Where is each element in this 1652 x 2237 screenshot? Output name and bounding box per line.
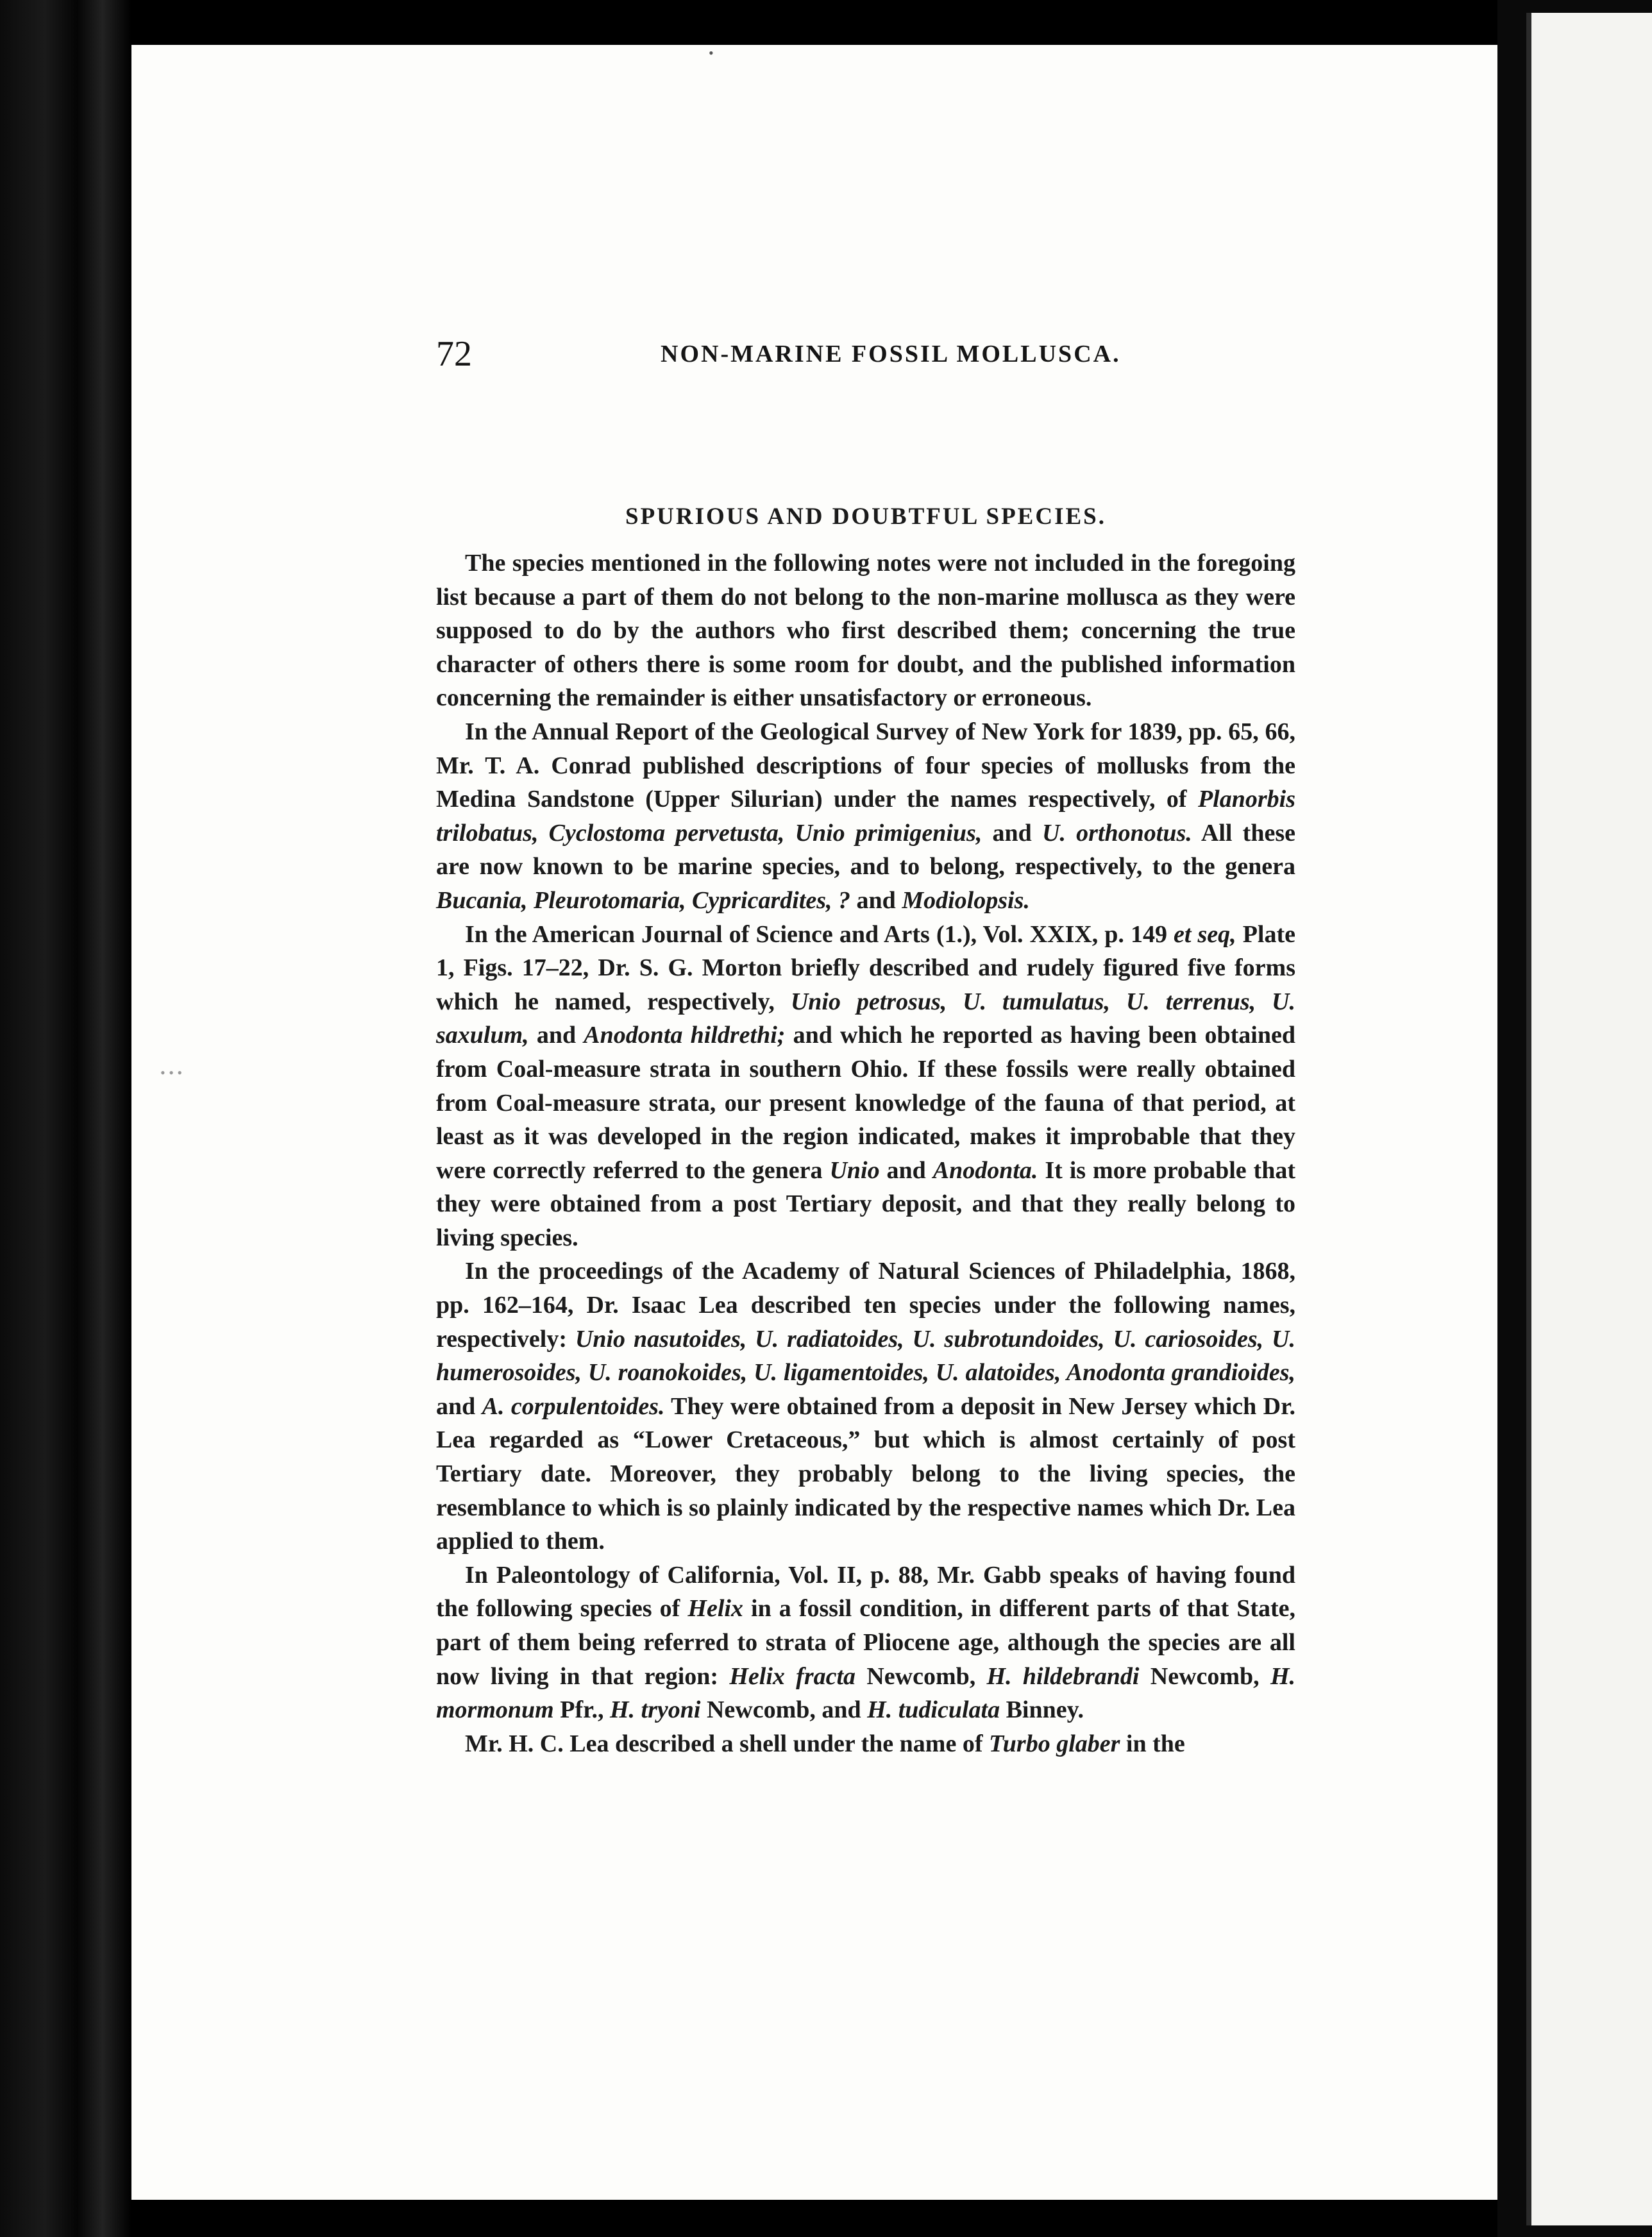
text-run: and — [528, 1022, 584, 1049]
text-run: In the proceedings of the Academy of Natural Sciences of Philadelphia, 1868, pp. 162–164, Dr. Isaac Lea described ten species under the following names, respectively: — [436, 1258, 1295, 1353]
italic-text-run: H. hildebrandi — [986, 1662, 1140, 1690]
italic-text-run: Helix — [687, 1595, 743, 1623]
stray-ink-mark: • — [709, 45, 714, 61]
italic-text-run: Turbo glaber — [988, 1730, 1120, 1757]
italic-text-run: Bucania, Pleurotomaria, Cypricardites, ? — [436, 886, 851, 914]
text-run: and which he reported as having been obtained from Coal-measure strata in southern Ohio. If these fossils were really obtained from Coal-measure strata, our present knowledge of the fauna of that period, at least as it was developed in the region indicated, makes it improbable that they were correctly referred to the genera — [436, 1022, 1295, 1184]
italic-text-run: A. corpulentoides. — [482, 1392, 665, 1420]
page-number: 72 — [436, 334, 472, 374]
italic-text-run: Anodonta hildrethi; — [584, 1022, 786, 1049]
text-run: In the Annual Report of the Geological Survey of New York for 1839, pp. 65, 66, Mr. T. A. Conrad published descriptions of four species of mollusks from the Medina Sandstone (Upper Silurian) under the names respectively, of — [436, 718, 1295, 813]
paragraph-list — [436, 546, 1295, 1760]
italic-text-run: Planorbis trilobatus, Cyclostoma pervetusta, Unio primigenius, — [436, 786, 1295, 847]
text-run: It is more probable that they were obtained from a post Tertiary deposit, and that they really belong to living species. — [436, 1156, 1295, 1251]
italic-text-run: H. mormonum — [436, 1662, 1296, 1724]
body-paragraph — [436, 918, 1295, 1255]
body-paragraph — [436, 546, 1295, 715]
stray-ink-mark: • • • — [160, 1065, 183, 1081]
text-run: in a fossil condition, in different parts of that State, part of them being referred to strata of Pliocene age, although the species are all now living in that region: — [436, 1595, 1295, 1690]
italic-text-run: H. tudiculata — [867, 1696, 1000, 1724]
italic-text-run: U. orthonotus. — [1042, 819, 1192, 847]
text-run: Plate 1, Figs. 17–22, Dr. S. G. Morton briefly described and rudely figured five forms which he named, respectively, — [436, 920, 1296, 1015]
italic-text-run: H. tryoni — [609, 1696, 701, 1724]
italic-text-run: Helix fracta — [729, 1662, 856, 1690]
text-run: In the American Journal of Science and Arts (1.), Vol. XXIX, p. 149 — [465, 920, 1174, 948]
section-heading: SPURIOUS AND DOUBTFUL SPECIES. — [625, 503, 1106, 530]
facing-page-sliver — [1526, 13, 1652, 2225]
running-head — [436, 333, 1334, 378]
scan-left-edge — [0, 0, 131, 2237]
body-paragraph — [436, 1558, 1295, 1727]
text-run: They were obtained from a deposit in New Jersey which Dr. Lea regarded as “Lower Cretaceous,” but which is almost certainly of post Tertiary date. Moreover, they probably belong to the living species, the resemblance to which is so plainly indicated by the respective names which Dr. Lea applied to them. — [436, 1392, 1295, 1555]
text-run: Mr. H. C. Lea described a shell under the name of — [465, 1730, 989, 1757]
text-run: and — [879, 1156, 933, 1184]
text-run: Binney. — [1000, 1696, 1084, 1724]
text-run: The species mentioned in the following notes were not included in the foregoing list because a part of them do not belong to the non-marine mollusca as they were supposed to do by the authors who first described them; concerning the true character of others there is some room for doubt, and the published information concerning the remainder is either unsatisfactory or erroneous. — [436, 550, 1295, 712]
body-paragraph — [436, 715, 1295, 918]
text-run: and — [850, 886, 902, 914]
text-run: Newcomb, — [856, 1662, 987, 1690]
text-run: Newcomb, — [1139, 1662, 1270, 1690]
italic-text-run: Modiolopsis. — [902, 886, 1030, 914]
body-paragraph — [436, 1254, 1295, 1558]
italic-text-run: Unio — [829, 1156, 880, 1184]
text-run: Newcomb, and — [700, 1696, 868, 1724]
running-title: NON-MARINE FOSSIL MOLLUSCA. — [661, 341, 1121, 367]
text-run: in the — [1120, 1730, 1185, 1757]
text-run: and — [436, 1392, 482, 1420]
body-paragraph — [436, 1727, 1295, 1761]
text-run: and — [982, 819, 1043, 847]
italic-text-run: Anodonta. — [932, 1156, 1038, 1184]
text-run: Pfr., — [553, 1696, 610, 1724]
italic-text-run: Unio petrosus, U. tumulatus, U. terrenus, U. saxulum, — [436, 988, 1295, 1049]
text-run: All these are now known to be marine species, and to belong, respectively, to the genera — [436, 819, 1295, 881]
italic-text-run: Unio nasutoides, U. radiatoides, U. subrotundoides, U. cariosoides, U. humerosoides, U. roanokoides, U. ligamentoides, U. alatoides, Anodonta grandioides, — [436, 1325, 1295, 1387]
page-body — [436, 500, 1295, 1760]
text-run: In Paleontology of California, Vol. II, p. 88, Mr. Gabb speaks of having found the following species of — [436, 1561, 1295, 1623]
italic-text-run: et seq, — [1174, 920, 1236, 948]
